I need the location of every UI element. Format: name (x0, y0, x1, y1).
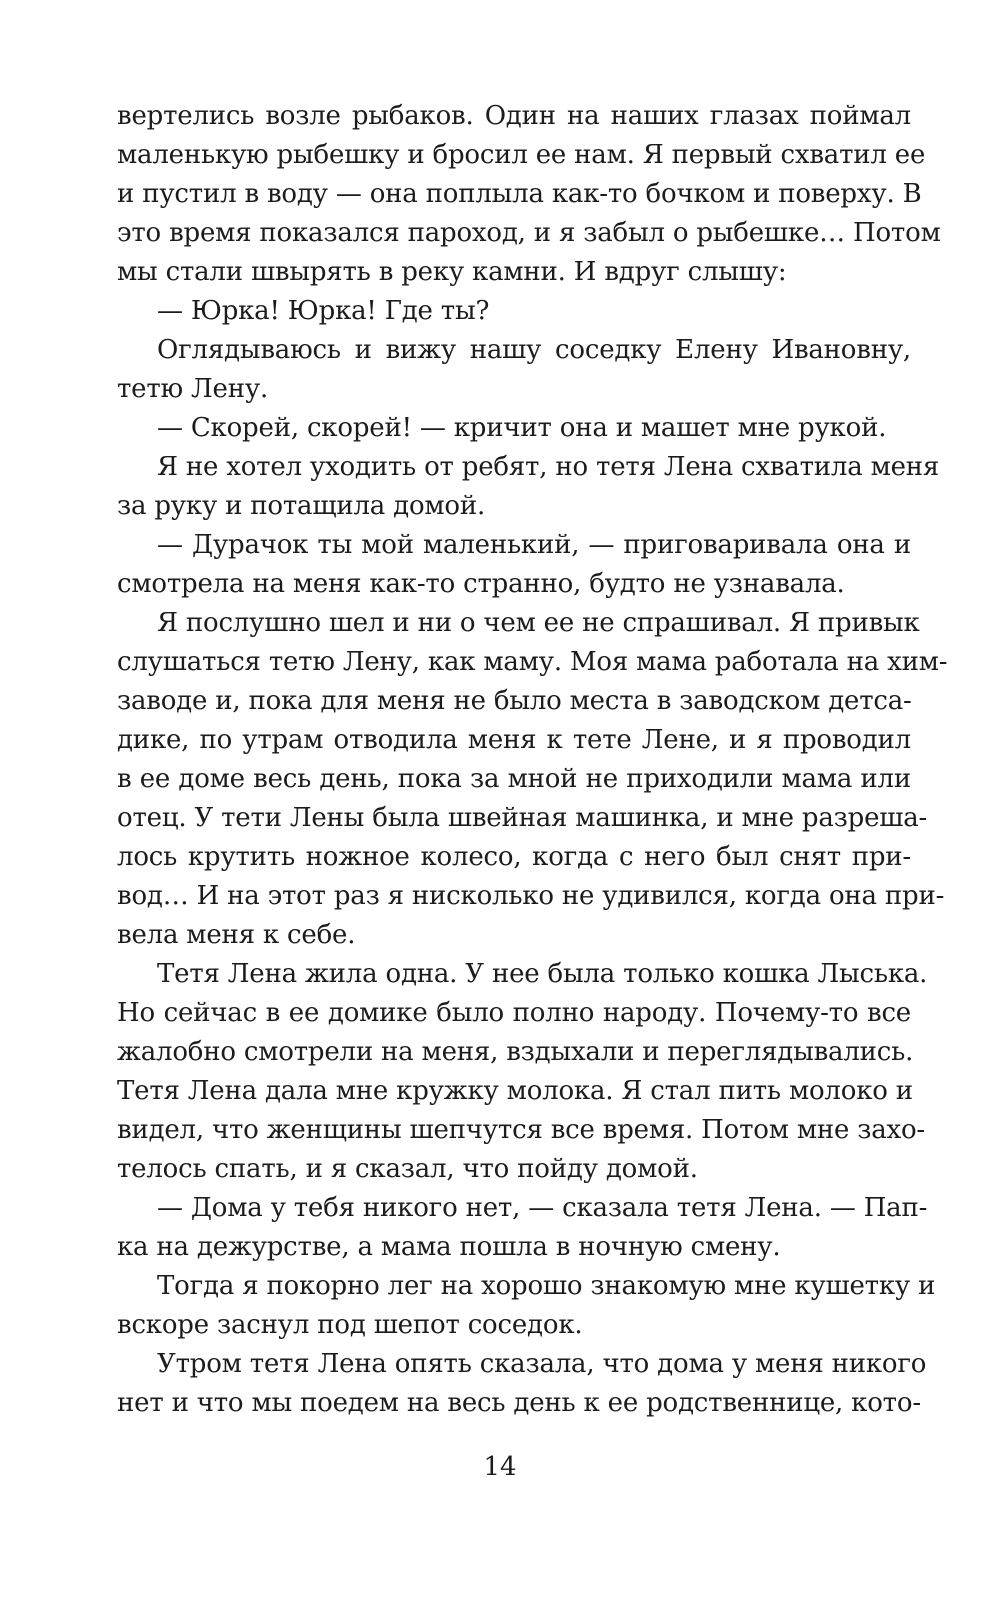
text-line: телось спать, и я сказал, что пойду домой. (117, 1154, 698, 1184)
text-line: отец. У тети Лены была швейная машинка, и мне разреша- (117, 803, 928, 833)
text-line: смотрела на меня как-то странно, будто не узнавала. (117, 569, 845, 599)
text-line: ка на дежурстве, а мама пошла в ночную смену. (117, 1232, 781, 1262)
text-line: и пустил в воду — она поплыла как-то бочком и поверху. В (117, 179, 922, 209)
text-line: видел, что женщины шепчутся все время. Потом мне захо- (117, 1115, 926, 1145)
text-line: вод… И на этот раз я нисколько не удивился, когда она при- (117, 881, 945, 911)
text-line: — Скорей, скорей! — кричит она и машет мне рукой. (157, 413, 887, 443)
text-line: — Дурачок ты мой маленький, — приговаривала она и (157, 530, 911, 560)
text-line: слушаться тетю Лену, как маму. Моя мама работала на хим- (117, 647, 948, 677)
text-line: дике, по утрам отводила меня к тете Лене, и я проводил (117, 725, 911, 755)
text-line: мы стали швырять в реку камни. И вдруг слышу: (117, 257, 787, 287)
text-line: Оглядываюсь и вижу нашу соседку Елену Ивановну, (157, 335, 911, 365)
text-line: за руку и потащила домой. (117, 491, 486, 521)
text-line: Я послушно шел и ни о чем ее не спрашивал. Я привык (157, 608, 920, 638)
text-line: — Юрка! Юрка! Где ты? (157, 296, 490, 326)
text-line: жалобно смотрели на меня, вздыхали и переглядывались. (117, 1037, 914, 1067)
text-line: Тетя Лена жила одна. У нее была только кошка Лыська. (157, 959, 928, 989)
text-line: вскоре заснул под шепот соседок. (117, 1310, 583, 1340)
text-line: лось крутить ножное колесо, когда с него был снят при- (117, 842, 911, 872)
text-line: Я не хотел уходить от ребят, но тетя Лена схватила меня (157, 452, 940, 482)
page-number: 14 (483, 1452, 517, 1482)
text-line: в ее доме весь день, пока за мной не приходили мама или (117, 764, 911, 794)
text-line: Утром тетя Лена опять сказала, что дома у меня никого (157, 1349, 927, 1379)
text-line: — Дома у тебя никого нет, — сказала тетя Лена. — Пап- (157, 1193, 928, 1223)
text-line: вертелись возле рыбаков. Один на наших глазах поймал (117, 101, 911, 131)
text-line: Тогда я покорно лег на хорошо знакомую мне кушетку и (157, 1271, 936, 1301)
text-line: маленькую рыбешку и бросил ее нам. Я первый схватил ее (117, 140, 926, 170)
text-line: Но сейчас в ее домике было полно народу. Почему-то все (117, 998, 911, 1028)
text-line: это время показался пароход, и я забыл о рыбешке… Потом (117, 218, 941, 248)
text-line: нет и что мы поедем на весь день к ее родственнице, кото- (117, 1388, 921, 1418)
text-line: заводе и, пока для меня не было места в заводском детса- (117, 686, 912, 716)
text-line: тетю Лену. (117, 374, 269, 404)
text-line: Тетя Лена дала мне кружку молока. Я стал пить молоко и (117, 1076, 913, 1106)
page-body-text (117, 97, 948, 1423)
text-line: вела меня к себе. (117, 920, 356, 950)
